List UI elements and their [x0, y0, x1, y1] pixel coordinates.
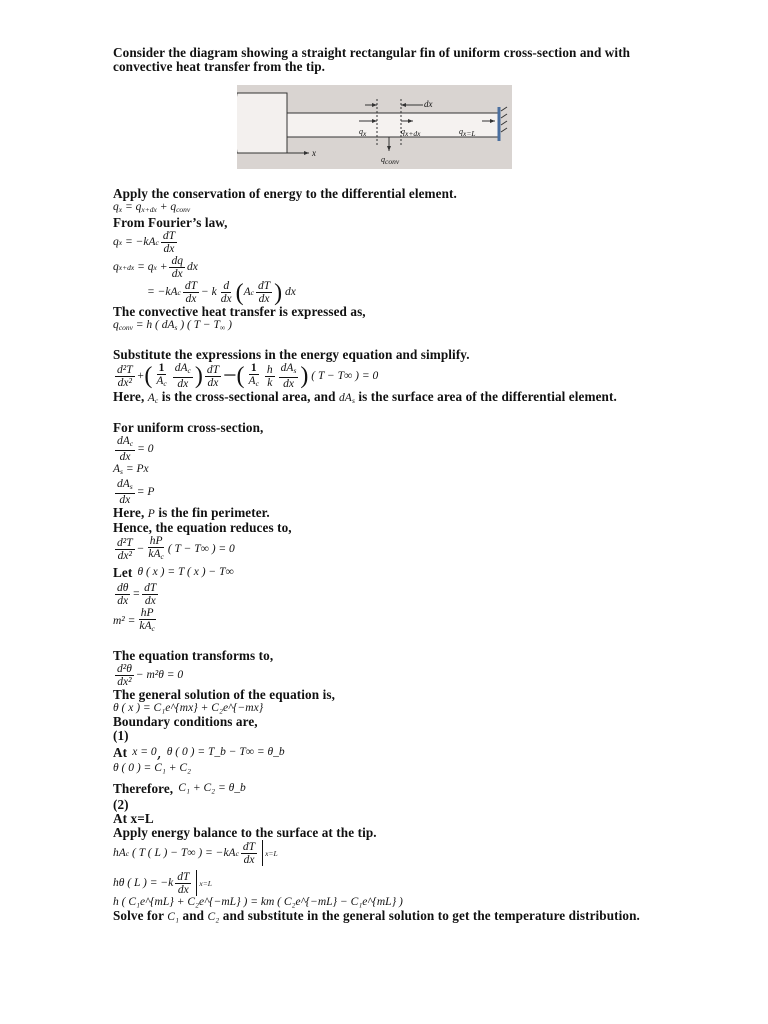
conv-eq: $q_{conv} = h$ ( $dA_s$ ) ( $T - T_\infty$ ) [113, 319, 232, 332]
m2-eq: m² = $\frac{hP}{kA_c}$ [113, 607, 155, 633]
fin-diagram [237, 85, 512, 169]
fin-base [237, 93, 287, 153]
boundary-text: Boundary conditions are, [113, 714, 258, 729]
bc1-row: At x = 0 , θ ( 0 ) = T_b − T∞ = θ_b [113, 743, 285, 762]
bc1-label: (1) [113, 728, 129, 743]
qxdx-eq: q x+dx = q x + $\frac{dq}{dx}$ dx [113, 255, 198, 280]
bc2-label: (2) [113, 797, 129, 812]
q-xdx-label: qx+dx [401, 127, 421, 138]
here1-text: Here, $A_c$ is the cross-sectional area, and $dA_s$ is the surface area of the differential element. [113, 389, 617, 405]
htheta-eq: hθ ( L ) = −k $\frac{dT}{dx}$ x=L [113, 870, 212, 896]
fourier-eq: q x = −kA c $\frac{dT}{dx}$ [113, 230, 175, 255]
apply-energy-text: Apply the conservation of energy to the differential element. [113, 186, 457, 201]
therefore-row: Therefore, C₁ + C₂ = θ_b [113, 780, 246, 796]
here2-text: Here, P is the fin perimeter. [113, 505, 270, 520]
q-x-label: qx [359, 127, 367, 138]
fourier-text: From Fourier’s law, [113, 215, 228, 230]
convective-text: The convective heat transfer is expressed as, [113, 304, 366, 319]
substitute-text: Substitute the expressions in the energy equation and simplify. [113, 347, 470, 362]
dtheta-eq: $\frac{d\theta}{dx}$ = $\frac{dT}{dx}$ [117, 582, 157, 607]
let-row: Let θ ( x ) = T ( x ) − T∞ [113, 564, 234, 580]
q-conv-label: qconv [381, 155, 400, 166]
reduced-eq: $\frac{\text{d²T}}{\text{dx²}}$ − $\frac{hP}{kA_c}$ ( T − T∞ ) = 0 [117, 535, 235, 562]
expanded-eq: = −kA c $\frac{dT}{dx}$ − k $\frac{d}{dx}$ ( A c $\frac{dT}{dx}$ ) dx [147, 279, 296, 306]
energy-tip-text: Apply energy balance to the surface at the tip. [113, 825, 377, 840]
at-l-text: At x=L [113, 811, 154, 826]
hence-text: Hence, the equation reduces to, [113, 520, 292, 535]
x-axis-label: x [312, 148, 316, 158]
dAs-eq: $\frac{dA_s}{dx}$ = P [117, 478, 155, 506]
intro-paragraph: Consider the diagram showing a straight rectangular fin of uniform cross-section and with convective heat transfer from the tip. [113, 45, 631, 74]
energy-eq: $\frac{\text{d²T}}{\text{dx²}}$ + ( $\frac{1}{A_c}$ $\frac{dA_c}{dx}$ ) $\frac{dT}{dx}$ −( $\frac{1}{A_c}$ $\frac{h}{k}$ $\frac{dA_s}{dx}$ ) ( T − T∞ ) = 0 [117, 362, 379, 390]
tip-balance-eq: hA c ( T ( L ) − T∞ ) = −kA c $\frac{dT}{dx}$ x=L [113, 840, 278, 866]
final-eq: h ( C₁e^{mL} + C₂e^{−mL} ) = km ( C₂e^{−mL} − C₁e^{mL} ) [113, 896, 403, 908]
general-text: The general solution of the equation is, [113, 687, 335, 702]
dx-label: dx [424, 99, 433, 109]
theta-ode: $\frac{\text{d²θ}}{\text{dx²}}$ − m²θ = 0 [117, 663, 184, 688]
general-solution: θ ( x ) = C₁e^{mx} + C₂e^{−mx} [113, 702, 264, 714]
q-xl-label: qx=L [459, 127, 476, 138]
transforms-text: The equation transforms to, [113, 648, 274, 663]
theta0-c-eq: θ ( 0 ) = C₁ + C₂ [113, 762, 192, 774]
solve-text: Solve for C₁ and C₂ and substitute in the general solution to get the temperature distribution. [113, 908, 640, 923]
uniform-text: For uniform cross-section, [113, 420, 264, 435]
As-eq: $A_s = Px$ [113, 463, 149, 476]
energy-balance-eq: $q_x = q_{x+dx} + q_{conv}$ [113, 201, 191, 214]
document-page [113, 46, 658, 924]
dAc-eq: $\frac{dA_c}{dx}$ = 0 [117, 435, 154, 463]
